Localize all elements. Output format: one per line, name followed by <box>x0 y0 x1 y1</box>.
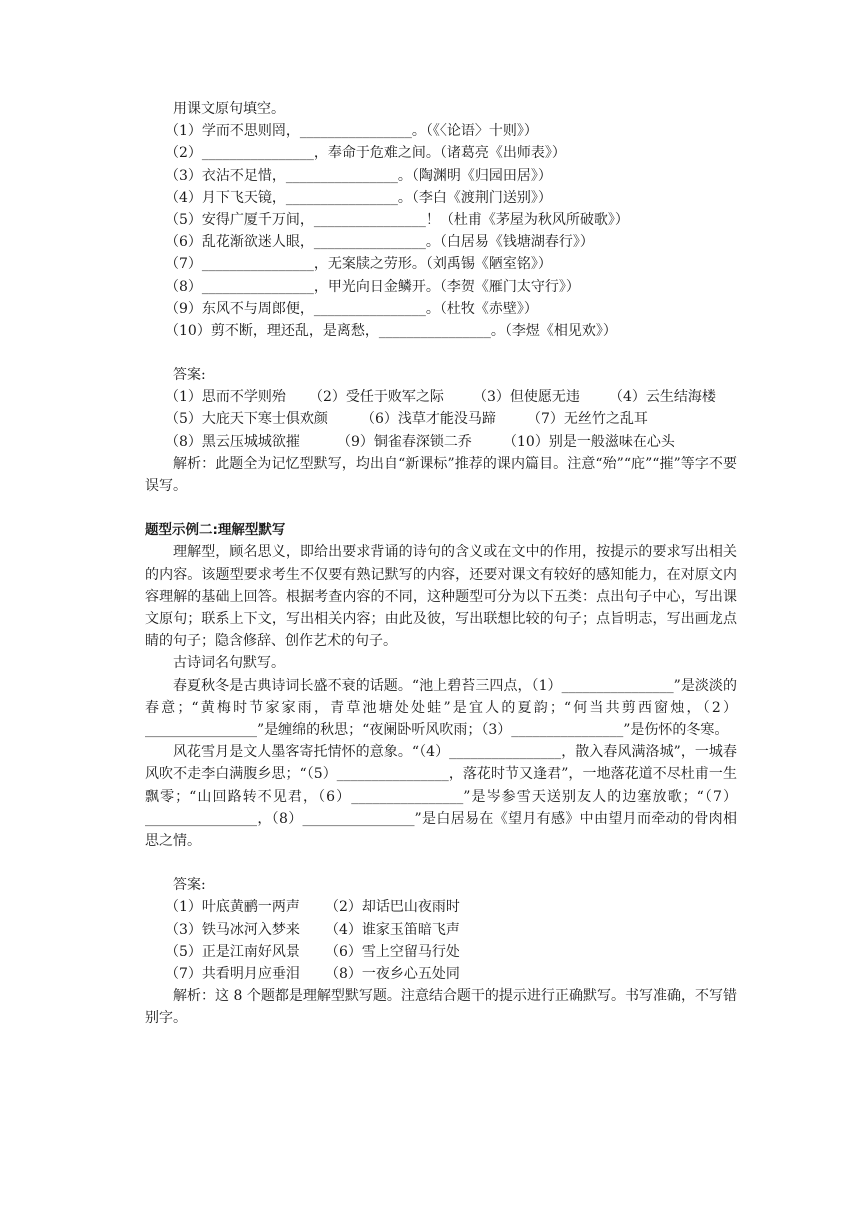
question-8: （8）________________，甲光向日金鳞开。（李贺《雁门太守行》） <box>165 278 580 295</box>
answer-row-2 <box>145 408 737 430</box>
answer-label-2: 答案: <box>173 877 206 894</box>
fill-in-instruction: 用课文原句填空。 <box>173 101 285 117</box>
question-5: （5）安得广厦千万间，________________！（杜甫《茅屋为秋风所破歌》） <box>165 211 629 228</box>
answer-2: （2）受任于败军之际 <box>309 389 444 406</box>
analysis-2: 解析：这 8 个题都是理解型默写题。注意结合题干的提示进行正确默写。书写准确，不写错别字。 <box>145 988 737 1027</box>
answer2-1: （1）叶底黄鹂一两声 <box>165 899 300 916</box>
answer2-4: （4）谁家玉笛暗飞声 <box>325 921 460 938</box>
analysis-1: 解析：此题全为记忆型默写，均出自“新课标”推荐的课内篇目。注意“殆”“庇”“摧”等字不要误写。 <box>145 455 737 495</box>
question-2: （2）________________，奉命于危难之间。（诸葛亮《出师表》） <box>165 145 566 162</box>
answer2-8: （8）一夜乡心五处同 <box>325 965 460 982</box>
spacer <box>145 852 737 874</box>
question-1: （1）学而不思则罔，________________。（《〈论语〉十则》） <box>165 123 538 140</box>
spacer <box>145 497 737 519</box>
answer-3: （3）但使愿无违 <box>473 389 580 406</box>
answer2-2: （2）却话巴山夜雨时 <box>325 899 460 916</box>
intro-paragraph: 理解型，顾名思义，即给出要求背诵的诗句的含义或在文中的作用，按提示的要求写出相关的内容。该题型要求考生不仅要有熟记默写的内容，还要对课文有较好的感知能力，在对原文内容理解的基础上回答。根据考查内容的不同，这种题型可分为以下五类：点出句子中心，写出课文原句；联系上下文，写出相关内容；由此及彼，写出联想比较的句子；点旨明志，写出画龙点睛的句子；隐含修辞、创作艺术的句子。 <box>145 544 737 650</box>
question-4: （4）月下飞天镜，________________。（李白《渡荆门送别》） <box>165 189 552 206</box>
question-6: （6）乱花渐欲迷人眼，________________。（白居易《钱塘湖春行》） <box>165 234 594 251</box>
answer-9: （9）铜雀春深锁二乔 <box>337 433 472 450</box>
answer2-7: （7）共看明月应垂泪 <box>165 965 300 982</box>
answer2-3: （3）铁马冰河入梦来 <box>165 921 300 938</box>
answer-8: （8）黑云压城城欲摧 <box>165 433 300 450</box>
answer-row-1 <box>145 386 737 408</box>
question-7: （7）________________，无案牍之劳形。（刘禹锡《陋室铭》） <box>165 256 552 273</box>
section-heading: 题型示例二:理解型默写 <box>145 522 286 539</box>
answer-7: （7）无丝竹之乱耳 <box>527 411 648 428</box>
answer2-row-4 <box>145 963 737 985</box>
question-10: （10）剪不断，理还乱，是离愁，________________。（李煜《相见欢》） <box>165 322 617 339</box>
answer2-row-1 <box>145 896 737 918</box>
seasons-paragraph: 春夏秋冬是古典诗词长盛不衰的话题。“池上碧苔三四点，（1）________________”是淡淡的春意；“黄梅时节家家雨，青草池塘处处蛙”是宜人的夏韵；“何当共剪西窗烛，（2）________________”是缠绵的秋思；“夜阑卧听风吹雨；（3）________________”是伤怀的冬寒。 <box>145 677 737 739</box>
poetry-instruction: 古诗词名句默写。 <box>173 655 285 672</box>
answer-label: 答案: <box>173 367 206 384</box>
answer-4: （4）云生结海楼 <box>609 389 716 406</box>
answer2-5: （5）正是江南好风景 <box>165 943 300 960</box>
answer2-6: （6）雪上空留马行处 <box>325 943 460 960</box>
answer-row-3 <box>145 431 737 453</box>
answer-1: （1）思而不学则殆 <box>165 389 286 406</box>
question-3: （3）衣沾不足惜，________________。（陶渊明《归园田居》） <box>165 167 552 184</box>
answer-5: （5）大庇天下寒士俱欢颜 <box>165 411 328 428</box>
question-9: （9）东风不与周郎便，________________。（杜牧《赤壁》） <box>165 300 538 317</box>
answer-10: （10）别是一般滋味在心头 <box>503 433 675 450</box>
document-page <box>145 98 737 1030</box>
spacer <box>145 342 737 364</box>
imagery-paragraph: 风花雪月是文人墨客寄托情怀的意象。“（4）________________，散入春风满洛城”，一城春风吹不走李白满腹乡思；“（5）________________，落花时节又逢君”，一地落花道不尽杜甫一生飘零；“山回路转不见君，（6）________________”是岑参雪天送别友人的边塞放歌；“（7）________________，（8）________________”是白居易在《望月有感》中由望月而牵动的骨肉相思之情。 <box>145 744 737 850</box>
answer2-row-3 <box>145 941 737 963</box>
answer-6: （6）浅草才能没马蹄 <box>361 411 496 428</box>
answer2-row-2 <box>145 919 737 941</box>
